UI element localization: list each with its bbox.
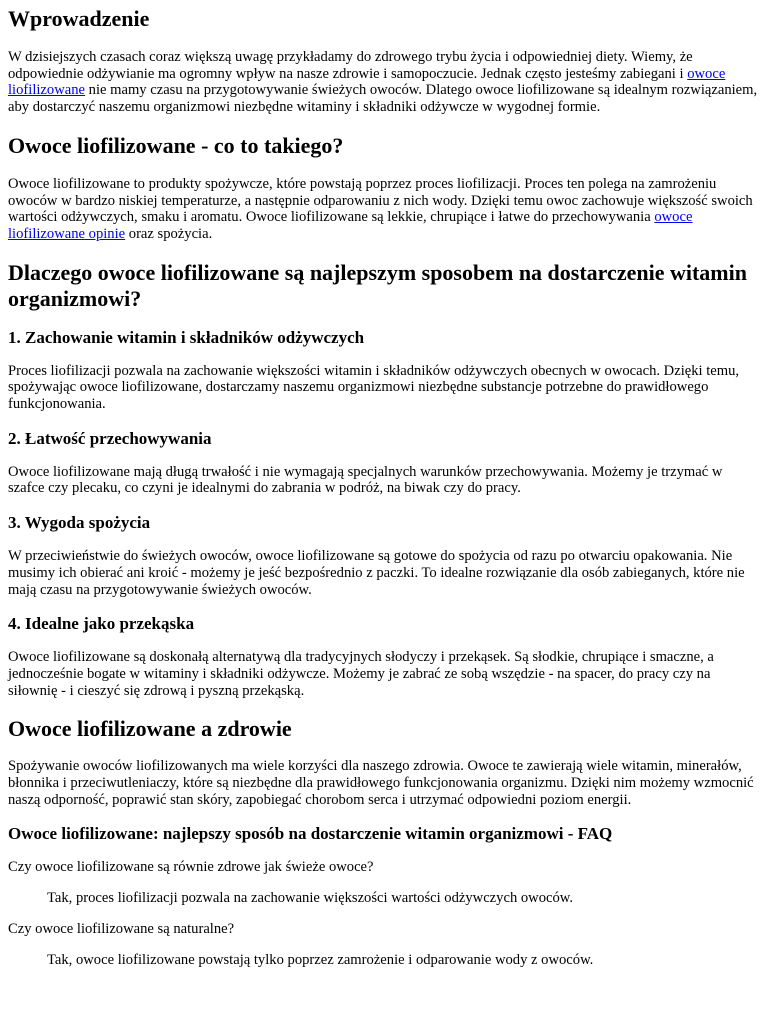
paragraph-intro-text-2: nie mamy czasu na przygotowywanie świeżych owoców. Dlatego owoce liofilizowane są idealnym rozwiązaniem, aby dostarczyć naszemu organizmowi niezbędne witaminy i składniki odżywcze w wygodnej formie. xyxy=(8,82,758,116)
paragraph-snack: Owoce liofilizowane są doskonałą alternatywą dla tradycyjnych słodyczy i przekąsek. Są słodkie, chrupiące i smaczne, a jednocześnie bogate w witaminy i składniki odżywcze. Możemy je zabrać ze sobą wszędzie - na spacer, do pracy czy na siłownię - i cieszyć się zdrową i pyszną przekąską. xyxy=(8,649,714,699)
heading-faq: Owoce liofilizowane: najlepszy sposób na dostarczenie witamin organizmowi - FAQ xyxy=(8,824,613,844)
subheading-vitamins: 1. Zachowanie witamin i składników odżywczych xyxy=(8,327,365,347)
heading-health: Owoce liofilizowane a zdrowie xyxy=(8,716,292,742)
faq-question: Czy owoce liofilizowane są równie zdrowe jak świeże owoce? xyxy=(8,859,374,876)
paragraph-what-text-2: oraz spożycia. xyxy=(125,225,213,242)
faq-question: Czy owoce liofilizowane są naturalne? xyxy=(8,920,235,937)
subheading-snack: 4. Idealne jako przekąska xyxy=(8,614,195,634)
paragraph-what-text-1: Owoce liofilizowane to produkty spożywcze, które powstają poprzez proces liofilizacji. Proces ten polega na zamrożeniu owoców w bardzo niskiej temperaturze, a następnie odparowaniu z nich wody. Dzięki temu owoc zachowuje większość swoich wartości odżywczych, smaku i aromatu. Owoce liofilizowane są lekkie, chrupiące i łatwe do przechowywania xyxy=(8,175,753,226)
paragraph-vitamins: Proces liofilizacji pozwala na zachowanie większości witamin i składników odżywczych obecnych w owocach. Dzięki temu, spożywając owoce liofilizowane, dostarczamy naszemu organizmowi niezbędne substancje potrzebne do prawidłowego funkcjonowania. xyxy=(8,362,740,413)
link-owoce-liofilizowane[interactable]: owoce liofilizowane xyxy=(8,65,726,99)
subheading-storage: 2. Łatwość przechowywania xyxy=(8,428,212,448)
paragraph-convenience: W przeciwieństwie do świeżych owoców, owoce liofilizowane są gotowe do spożycia od razu po otwarciu opakowania. Nie musimy ich obierać ani kroić - możemy je jeść bezpośrednio z paczki. To idealne rozwiązanie dla osób zabieganych, które nie mają czasu na przygotowywanie świeżych owoców. xyxy=(8,548,745,598)
link-owoce-liofilizowane-opinie[interactable]: owoce liofilizowane opinie xyxy=(8,209,693,242)
heading-why: Dlaczego owoce liofilizowane są najlepszym sposobem na dostarczenie witamin organizmowi? xyxy=(8,259,747,311)
heading-intro: Wprowadzenie xyxy=(8,6,150,31)
faq-list xyxy=(8,859,760,968)
heading-what-is-it: Owoce liofilizowane - co to takiego? xyxy=(8,132,344,158)
subheading-convenience: 3. Wygoda spożycia xyxy=(8,513,151,533)
paragraph-what-is-it xyxy=(8,176,760,243)
faq-answer: Tak, proces liofilizacji pozwala na zachowanie większości wartości odżywczych owoców. xyxy=(47,890,574,907)
paragraph-intro xyxy=(8,49,760,116)
paragraph-health: Spożywanie owoców liofilizowanych ma wiele korzyści dla naszego zdrowia. Owoce te zawierają wiele witamin, minerałów, błonnika i przeciwutleniaczy, które są niezbędne dla prawidłowego funkcjonowania organizmu. Dzięki nim możemy wzmocnić naszą odporność, poprawić stan skóry, zapobiegać chorobom serca i utrzymać odpowiedni poziom energii. xyxy=(8,758,754,808)
faq-answer: Tak, owoce liofilizowane powstają tylko poprzez zamrożenie i odparowanie wody z owoców. xyxy=(47,951,594,968)
paragraph-intro-text-1: W dzisiejszych czasach coraz większą uwagę przykładamy do zdrowego trybu życia i odpowiedniej diety. Wiemy, że odpowiednie odżywianie ma ogromny wpływ na nasze zdrowie i samopoczucie. Jednak często jesteśmy zabiegani i xyxy=(8,49,693,82)
paragraph-storage: Owoce liofilizowane mają długą trwałość i nie wymagają specjalnych warunków przechowywania. Możemy je trzymać w szafce czy plecaku, co czyni je idealnymi do zabrania w podróż, na biwak czy do pracy. xyxy=(8,463,723,497)
